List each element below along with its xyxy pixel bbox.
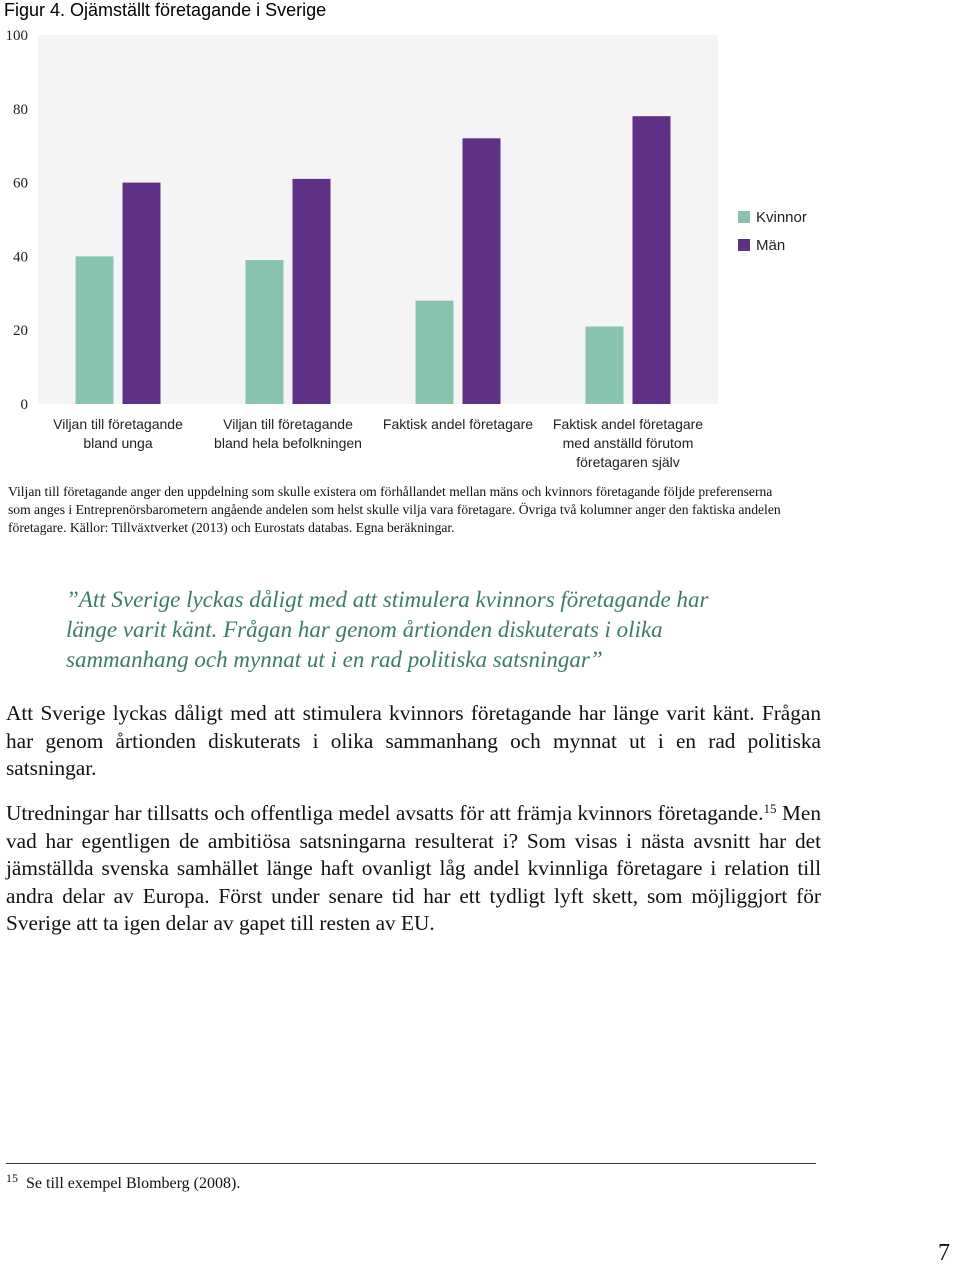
y-tick-label: 60 — [13, 175, 28, 192]
y-tick-label: 80 — [13, 101, 28, 118]
x-tick-label: bland unga — [83, 435, 153, 451]
bar-m-n — [123, 183, 161, 404]
footnote-divider — [6, 1163, 816, 1164]
bar-kvinnor — [76, 256, 114, 404]
y-tick-label: 40 — [13, 249, 28, 266]
pull-quote: ”Att Sverige lyckas dåligt med att stimulera kvinnors företagande har länge varit känt. Frågan har genom årtionden diskuterats i olika sammanhang och mynnat ut i en rad politiska satsningar” — [66, 587, 709, 672]
x-tick-label: Faktisk andel företagare — [382, 416, 534, 432]
legend-label: Män — [756, 237, 786, 254]
bar-chart — [0, 0, 960, 480]
x-tick-label: företagaren själv — [576, 454, 680, 470]
bar-m-n — [633, 116, 671, 404]
x-tick-label: med anställd förutom — [562, 435, 694, 451]
figure-caption: Viljan till företagande anger den uppdelning som skulle existera om förhållandet mellan mäns och kvinnors företagande följde preferenserna som anges i Entreprenörsbarometern angående andelen som helst skulle vilja vara företagare. Övriga två kolumner anger den faktiska andelen företagare. Källor: Tillväxtverket (2013) och Eurostats databas. Egna beräkningar. — [8, 484, 781, 535]
x-tick-label: Viljan till företagande — [53, 416, 183, 432]
x-tick-label: bland hela befolkningen — [214, 435, 362, 451]
body-paragraph — [6, 800, 821, 938]
y-tick-label: 100 — [5, 28, 28, 44]
footnote-reference[interactable]: 15 — [763, 801, 777, 816]
y-tick-label: 20 — [13, 323, 28, 340]
legend-swatch — [738, 211, 750, 223]
legend-label: Kvinnor — [756, 209, 807, 226]
paragraph-text: Utredningar har tillsatts och offentliga medel avsatts för att främja kvinnors företagande. — [6, 801, 764, 825]
paragraph-text: Men vad har egentligen de ambitiösa satsningarna resulterat i? Som visas i nästa avsnitt har det jämställda svenska samhället länge haft ovanligt låg andel kvinnliga företagare i relation till andra delar av Europa. Först under senare tid har ett tydligt lyft skett, som möjliggjort för Sverige att ta igen delar av gapet till resten av EU. — [6, 801, 821, 935]
footnote-text: Se till exempel Blomberg (2008). — [26, 1175, 241, 1192]
bar-m-n — [463, 138, 501, 404]
x-tick-label: Faktisk andel företagare — [552, 416, 704, 432]
footnote-number: 15 — [6, 1171, 18, 1185]
footnote — [6, 1171, 240, 1193]
bar-m-n — [293, 179, 331, 404]
figure-title: Figur 4. Ojämställt företagande i Sverige — [4, 0, 327, 20]
page-number: 7 — [938, 1240, 950, 1266]
x-tick-label: Viljan till företagande — [223, 416, 353, 432]
body-paragraph: Att Sverige lyckas dåligt med att stimulera kvinnors företagande har länge varit känt. Frågan har genom årtionden diskuterats i olika sammanhang och mynnat ut i en rad politiska satsningar. — [6, 701, 821, 780]
bar-kvinnor — [586, 327, 624, 404]
legend-swatch — [738, 239, 750, 251]
bar-kvinnor — [246, 260, 284, 404]
y-tick-label: 0 — [20, 397, 28, 413]
bar-kvinnor — [416, 301, 454, 404]
